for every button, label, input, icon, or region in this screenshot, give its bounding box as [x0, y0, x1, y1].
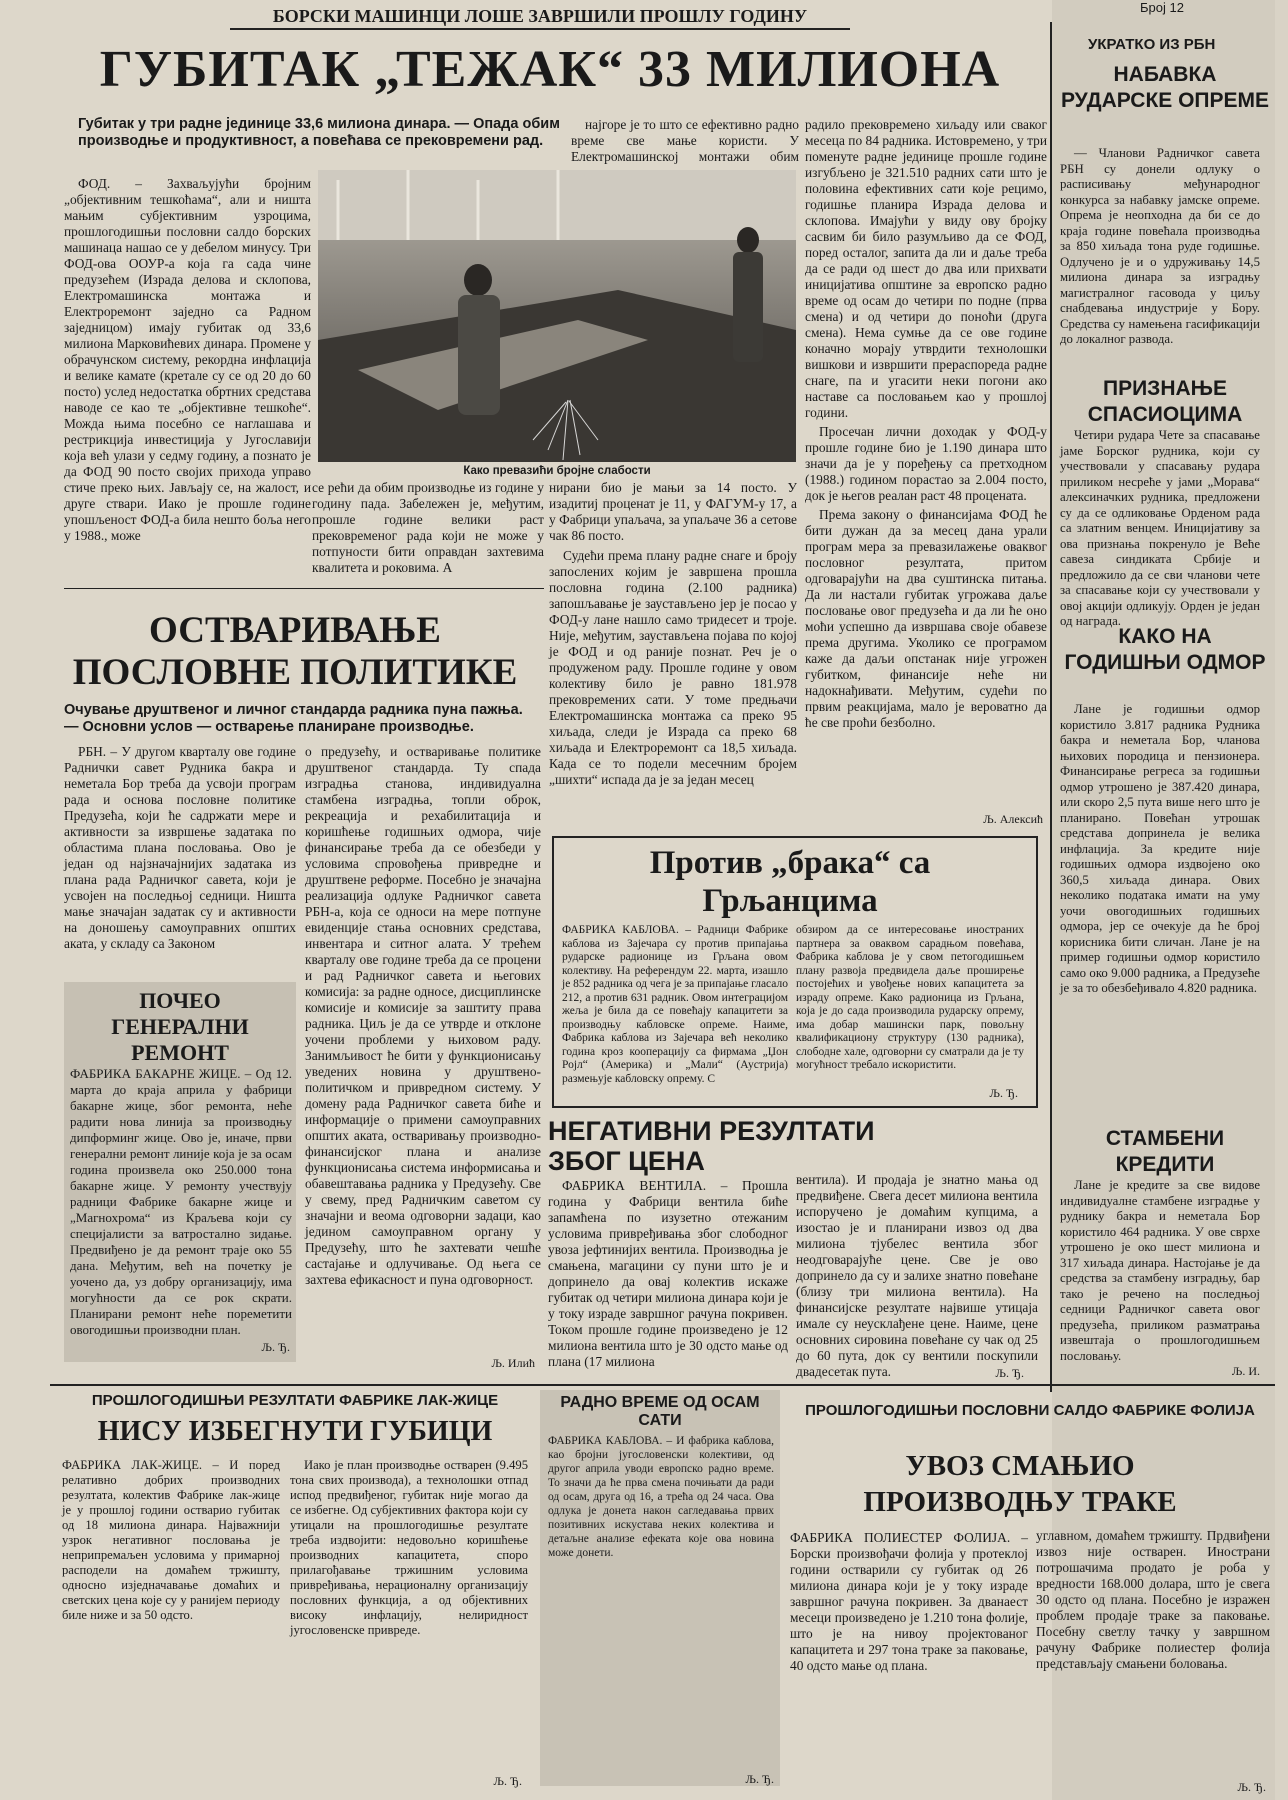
remont-body: [70, 1066, 292, 1336]
main-col2-under: [312, 480, 544, 580]
main-bottom-rule: [64, 588, 544, 589]
sidebar-kicker: УКРАТКО ИЗ РБН: [1088, 36, 1216, 53]
main-col3-under-text: нирани био је мањи за 14 посто. У изадитиј проценат је 11, у ФАГУМ-у 17, а у Фабрици упаљача, за упаљаче 36 а сетове чак 86 посто.: [549, 480, 797, 543]
lak-col1: [62, 1458, 280, 1778]
policy-col2-text: о предузећу, и остваривање политике друштвеног стандарда. Ту спада изградња станова, индивидуална стамбена изградња, топли оброк, рекреација и рехабилитација и коришћење годишњих одмора, чије финансирање треба да се обезбеди у условима спровођења привредне и друштвене реформе. Посебно је значајна реализација одлуке Радничког савета РБН-а, која се односи на мере потпуне евиденције стања основних средстава, инвентара и ситног алата. У трећем кварталу ове године треба да се процени и рад Радничког савета и његових комисија: за радне односе, дисциплинске комисије и комисије за заштиту права радника. Циљ је да се утврде и отклоне уочени проблеми у њиховом раду. Занимљивост ће бити у функционисању уведених новина у друштвено-политичком и привредном систему. У домену рада Радничког савета биће и информације о примени самоуправних општих аката, остваривању производно-финансијског плана и анализе функционисања система информисања и обавештавања радника у Предузећу. Све у свему, пред Радничким саветом су значајни и веома одговорни задаци, као једином самоуправном органу у Предузећу, што ће захтевати чешће састајање и одлучивање. Од њега се захтева ефикасност и пуна одговорност.: [305, 744, 541, 1287]
sidebar-s2-body-text: Четири рудара Чете за спасавање јаме Борског рудника, који су учествовали у спасавању рудара приликом несреће у јами „Морава“ алексиначких рудника, предложени су да се одликовање Орденом рада са златним венцем. Иницијативу за ова признања покренуло је Веће савеза синдиката Србије и предложило да се сви чланови чете за спасавање који су учествовали у овој акцији одликују. Орден је један од награда.: [1060, 428, 1260, 628]
lak-signature: Љ. Ђ.: [493, 1774, 522, 1788]
neg-col1: [548, 1178, 788, 1368]
lower-divider: [50, 1384, 1275, 1386]
rv-headline: РАДНО ВРЕМЕ ОД ОСАМ САТИ: [560, 1394, 760, 1429]
sidebar-s3-body-text: Лане је годишњи одмор користило 3.817 радника Рудника бакра и неметала Бор, чланова њихових породица и пензионера. Финансирање регреса за годишњи одмор утрошено је 387.420 динара, или скоро 2,5 пута више него што је планирано. Повећан утрошак средстава допринела је велика инфлација. За кредите није годишњих одмора издвојено око 360,5 хиљада динара. Ових неколико података имати на уму уочи овогодишњих годишњих одмора, јер се очекује да ће број корисника бити сличан. Лане је на пример годишњи одмор користило само око 9.000 радника, а Предузеће је за то обезбеђивало 4.820 радника.: [1060, 702, 1260, 995]
folija-col1-text: ФАБРИКА ПОЛИЕСТЕР ФОЛИЈА. – Борски произвођачи фолија у протеклој години остварили су губитак од 26 милиона динара који је у току израде завршног рачуна покривен. За дванаест месеци произведено је 1.210 тона фолије, што је на нивоу пројектованог капацитета и 297 тона траке за паковање, 40 одсто мање од плана.: [790, 1530, 1028, 1673]
main-col1-text: ФОД. – Захваљујући бројним „објективним тешкоћама“, али и ништа мањим субјективним узроцима, прошлогодишњи пословни салдо борских машинаца нашао се у дебелом минусу. Три ФОД-ова ООУР-а која га сада чине предузећем (Израда делова и склопова, Електромашинска монтажа и Електроремонт заједно са Радном заједницом) имају губитак од 33,6 милиона Марковићевих динара. Промене у обрачунском систему, рекордна инфлација и велике камате (кретале су се од 20 до 60 посто) услед недостатка обртних средстава наводе се као те „објективне тешкоће“. Можда њима посебно се наглашава и рестрикција инвестиција у Југославији која већ улази у седму годину, а познато је да ФОД 90 посто својих прихода управо стиче преко њих. Јављају се, на жалост, и друге ствари. Иако је прошле године упошљеност ФОД-а била нешто боља него у 1988., може: [64, 176, 311, 543]
policy-signature: Љ. Илић: [491, 1356, 535, 1370]
main-col2-top-text: најгоре је то што се ефективно радно време све мање користи. У Електромашинској монтажи обим: [571, 117, 799, 164]
rv-body-text: ФАБРИКА КАБЛОВА. – И фабрика каблова, као бројни југословенски колективи, од другог априла уводи европско радно време. То значи да ће прва смена почињати да ради од осам, друга од 16, а трећа од 24 часа. Ова одлука је донета након сагледавања првих позитивних искустава неких колектива и детаљне анализе ефеката које ова новина може донети.: [548, 1435, 774, 1559]
photo-caption: Како превазићи бројне слабости: [463, 465, 651, 477]
main-headline: ГУБИТАК „ТЕЖАК“ 33 МИЛИОНА: [99, 41, 1001, 98]
sidebar-s3-title: КАКО НА ГОДИШЊИ ОДМОР: [1064, 625, 1266, 674]
main-signature: Љ. Алексић: [983, 812, 1043, 826]
main-col3-under: [549, 480, 797, 544]
rv-body: [548, 1434, 774, 1764]
folija-headline: УВОЗ СМАЊИО ПРОИЗВОДЊУ ТРАКЕ: [863, 1450, 1177, 1518]
sidebar-s2-title: ПРИЗНАЊЕ СПАСИОЦИМА: [1087, 377, 1243, 426]
factory-photo: [318, 170, 796, 462]
remont-headline: ПОЧЕО ГЕНЕРАЛНИ РЕМОНТ: [111, 988, 249, 1065]
brak-col1: [562, 924, 788, 1094]
folija-signature: Љ. Ђ.: [1237, 1780, 1266, 1794]
lak-col2: [290, 1458, 528, 1758]
policy-headline: ОСТВАРИВАЊЕ ПОСЛОВНЕ ПОЛИТИКЕ: [72, 610, 518, 693]
lak-headline: НИСУ ИЗБЕГНУТИ ГУБИЦИ: [97, 1416, 493, 1447]
sidebar-s1-body-text: — Чланови Радничког савета РБН су донели одлуку о расписивању међународног конкурса за набавку јамске опреме. Опрема је неопходна да би се до краја године повећала производња за 850 хиљада тона руде годишње. Одлучено је и о удруживању 14,5 милиона динара за изградњу магистралног гасовода у циљу снабдевања индустрије у Бору. Средства су намењена гасификацији до локалног развода.: [1060, 146, 1260, 346]
lak-col2-text: Иако је план производње остварен (9.495 тона свих производа), а технолошки отпад испод предвиђеног, губитак није могао да се избегне. Од субјективних фактора који су утицали на прошлогодишње резултате треба издвојити: недовољно коришћење производних капацитета, споро прилагођавање тржишним условима привређивања, нерационалну организацију пословних функција, а од објективних високу инфлацију, нелиридност југословенске привреде.: [290, 1458, 528, 1637]
brak-signature: Љ. Ђ.: [989, 1086, 1018, 1100]
sidebar-s1-title: НАБАВКА РУДАРСКЕ ОПРЕМЕ: [1060, 63, 1270, 112]
main-col2-top: [571, 117, 799, 165]
sidebar-s1-body: [1060, 146, 1260, 372]
policy-col2: [305, 744, 541, 1362]
remont-signature: Љ. Ђ.: [261, 1340, 290, 1354]
sidebar-signature: Љ. И.: [1231, 1364, 1260, 1378]
sidebar-divider: [1050, 22, 1052, 1392]
factory-photo-drawing: [318, 170, 796, 462]
policy-lead: Очување друштвеног и личног стандарда радника пуна пажња. — Основни услов — остварење планиране производње.: [64, 702, 523, 735]
main-col4-b-text: Просечан лични доходак у ФОД-у прошле године био је 1.190 динара што значи да је у поређењу са претходном (1988.) годином порастао за 2.004 посто, док је његов реалан раст 48 процената.: [805, 424, 1047, 503]
brak-col1-text: ФАБРИКА КАБЛОВА. – Радници Фабрике каблова из Зајечара су против припајања рударске радионице из Грљана овом колективу. На референдум 22. марта, изашло је 852 радника од чега је за припајање гласало 212, а против 631 радник. Овом интеграцијом жеља је била да се повећају капацитети за производњу кабловске опреме. Наиме, Фабрика каблова из Зајечара већ неколико година кроз кооперацију са фирмама „Џон Ројл“ (Америка) и „Мали“ (Аустрија) размењује кабловску опрему. С: [562, 924, 788, 1085]
brak-col2-text: обзиром да се интересовање иностраних партнера за оваквом сарадњом повећава, Фабрика каблова је у свом петогодишњем плану развоја предвидела даље проширење постојећих и увођење нових капацитета за израду опреме. Како радионица из Грљана, која је до сада производила рударску опрему, има добар машински парк, повољну квалификациону структуру (130 радника), слободне хале, одговорни су сматрали да је ту могућност требало искористити.: [796, 924, 1024, 1071]
sidebar-s4-body-text: Лане је кредите за све видове индивидуалне стамбене изградње у руднику бакра и неметала Бор користило 464 радника. У ове сврхе утрошено је око шест милиона и 317 хиљада динара. Настојање је да средства за стамбену изградњу, бар тако је речено на последњој седници Радничког савета овог предузећа, приликом разматрања извештаја о прошлогодишњем пословању.: [1060, 1178, 1260, 1363]
neg-col1-text: ФАБРИКА ВЕНТИЛА. – Прошла година у Фабрици вентила биће запамћена по изузетно отежаним условима привређивања због слободног увоза јефтинијих вентила. Производња је смањена, магацини су пуни што је и допринело да овај колектив искаже губитак од четири милиона динара који је у току израде завршног рачуна покривен. Током прошле године произведено је 12 милиона вентила што је 30 одсто мање од плана (17 милиона: [548, 1178, 788, 1369]
main-col1: [64, 176, 311, 576]
policy-col1-text: РБН. – У другом кварталу ове године Раднички савет Рудника бакра и неметала Бор треба да усвоји програм рада и основа пословне политике Предузећа, који ће садржати мере и активности за извршење задатака по областима плана пословања. Ово је један од најзначајнијих задатака из плана рада Радничког савета, који је усвојен на последњој седници. Ништа мање значајан задатак су и активности на доношењу самоуправних општих аката, у складу са Законом: [64, 744, 296, 951]
main-col2-under-text: се рећи да обим производње из године у годину пада. Забележен је, међутим, прошле године велики раст прековременог рада који не може у потпуности бити оправдан захтевима квалитета и роковима. А: [312, 480, 544, 575]
main-col3-b-text: Судећи према плану радне снаге и броју запослених којим је завршена прошла пословна година (2.100 радника) запошљавање је заустављено јер је посао у ФОД-у лане нашло само тридесет и троје. Није, међутим, заустављена појава по којој је ФОД и од раније познат. Реч је о продуженом раду. Прошле године у овом колективу било је равно 181.978 прековремених сати. У томе предњачи Електромашинска монтажа са преко 95 хиљада, следи је Израда са преко 68 хиљада и Електроремонт са 18,5 хиљада. Када се то подели месечним бројем „шихти“ испада да је за један месец: [549, 548, 797, 787]
main-col4: [805, 117, 1047, 817]
folija-col2: [1036, 1528, 1270, 1778]
brak-headline: Против „брака“ са Грљанцима: [649, 845, 931, 919]
sidebar-s2-body: [1060, 428, 1260, 628]
main-col4-c-text: Према закону о финансијама ФОД ће бити дужан да за месец дана урали програм мера за превазилажење оваквог пословног резултата, притом одговарајући на два суштинска питања. Да ли настали губитак угрожава даље пословање овог предузећа и да ли ће оно моћи успешно да извршава своје обавезе према другима. Уколико се програмом каже да даљи опстанак није угрожен губитком, финансије неће ни надокнађивати. Међутим, судећи по првим реакцијама, мало је вероватно да ће све проћи безболно.: [805, 507, 1047, 730]
sidebar-s4-title: СТАМБЕНИ КРЕДИТИ: [1105, 1127, 1225, 1176]
folija-col1: [790, 1530, 1028, 1790]
lak-kicker: ПРОШЛОГОДИШЊИ РЕЗУЛТАТИ ФАБРИКЕ ЛАК-ЖИЦЕ: [91, 1392, 499, 1409]
main-kicker: БОРСКИ МАШИНЦИ ЛОШЕ ЗАВРШИЛИ ПРОШЛУ ГОДИНУ: [272, 6, 808, 26]
folija-col2-text: углавном, домаћем тржишту. Прдвиђени извоз није остварен. Инострани потрошачима продато је роба у вредности 168.000 долара, што је свега 30 одсто од плана. Посебно је изражен проблем продаје траке за паковање. Посебну светлу тачку у завршном рачуну Фабрике полиестер фолија представљају смањени боловања.: [1036, 1528, 1270, 1671]
policy-col1: [64, 744, 296, 972]
brak-col2: [796, 924, 1024, 1084]
sidebar-s3-body: [1060, 702, 1260, 1124]
lak-col1-text: ФАБРИКА ЛАК-ЖИЦЕ. – И поред релативно добрих производних резултата, колектив Фабрике лак-жице је у прошлој години остварио губитак од 18 милиона динара. Најважнији узрок негативног пословања је неприпремаљен условима у примарној расподели на домаћем тржишту, односно изједначавање домаћих и светских цена које су у ранијем периоду биле ниже и за 50 одсто.: [62, 1458, 280, 1622]
neg-col2-text: вентила). И продаја је знатно мања од предвиђене. Свега десет милиона вентила испоручено је домаћим купцима, а изостао је и планирани извоз од два милиона тјубелес вентила због неодговарајуће цене. Све је ово допринело да су и залихе знатно повећане (близу три милиона вентила). На финансијске резултате највише утицаја имале су неусклађене цене. Наиме, цене основних сировина повећане су чак од 25 до 60 пута, док су вентили поскупили двадесетак пута.: [796, 1172, 1038, 1379]
main-col4-text: радило прековремено хиљаду или сваког месеца по 84 радника. Истовремено, у три поменуте радне јединице прошле године изгубљено је 321.510 радних сати што је половина ефективних сати које рецимо, годишње планира Израда делова и склопова. Имајући у виду ову бројку сасвим би било разумљиво да се ФОД, поред осталог, запита да ли и даље треба да се ради од шест до два или прихвати иницијатива општине за европско радно време од осам до четири по подне (прва смена) и од четири до поноћи (друга смена). Нема сумње да се ове године коначно морају утврдити технолошки вишкови и извршити прераспоредa радне снаге, па и угасити неки погони ако наставе са пословањем као у прошлој години.: [805, 117, 1047, 420]
folija-kicker: ПРОШЛОГОДИШЊИ ПОСЛОВНИ САЛДО ФАБРИКЕ ФОЛИЈА: [805, 1402, 1255, 1419]
sidebar-s4-body: [1060, 1178, 1260, 1364]
page-number: Број 12: [1140, 0, 1184, 15]
rv-signature: Љ. Ђ.: [745, 1772, 774, 1786]
main-col3-b: [549, 548, 797, 816]
main-lead: Губитак у три радне јединице 33,6 милиона динара. — Опада обим производње и продуктивност, а повећава се прековремени рад.: [78, 116, 560, 149]
remont-body-text: ФАБРИКА БАКАРНЕ ЖИЦЕ. – Од 12. марта до краја априла у фабрици бакарне жице, због ремонта, неће радити нова линија за производњу дипформинг жице. Ово је, иначе, први генерални ремонт линије која је за осам година произвела око 250.000 тона бакарне жице. У ремонту учествују радници Фабрике бакарне жице и „Магнохрома“ из Краљева који су специјалисти за ватростално зидање. Предвиђено је да ремонт траје око 55 дана. Међутим, већ на почетку је уочено да, уз добру организацију, има могућности да се рок скрати. Планирани ремонт неће пореметити овогодишњи производни план.: [70, 1066, 292, 1337]
kicker-underline: [230, 28, 850, 30]
neg-signature: Љ. Ђ.: [995, 1366, 1024, 1380]
neg-headline: НЕГАТИВНИ РЕЗУЛТАТИ ЗБОГ ЦЕНА: [548, 1116, 875, 1176]
